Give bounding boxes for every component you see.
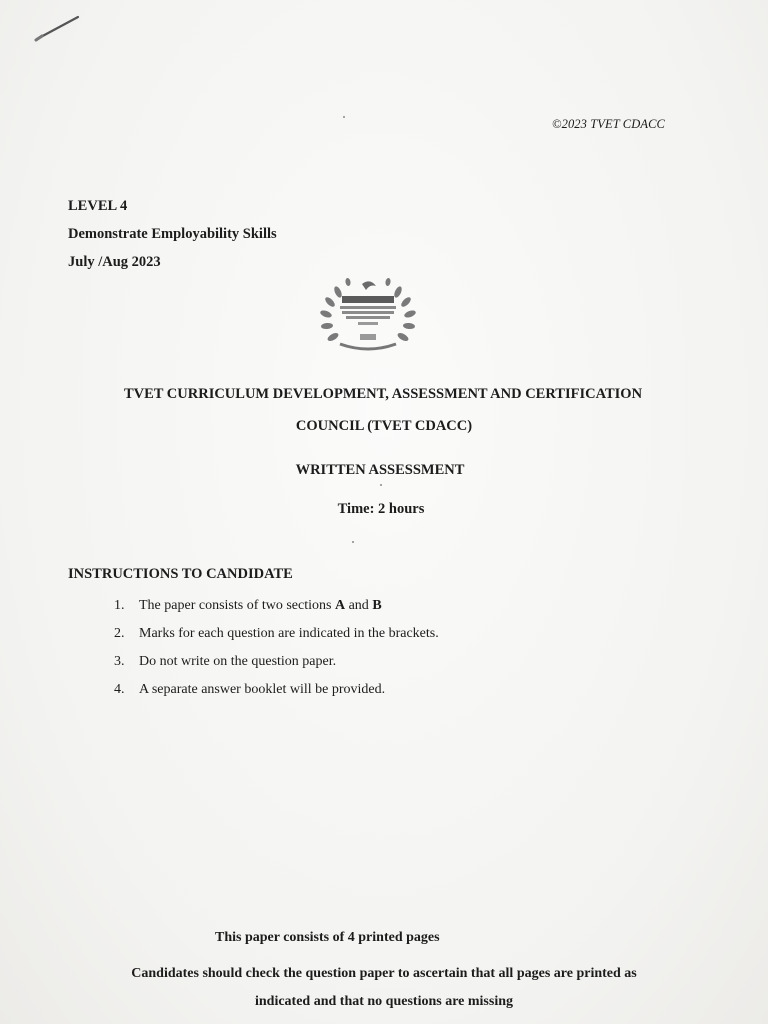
exam-header bbox=[68, 192, 277, 276]
scan-speck bbox=[380, 484, 382, 486]
copyright-notice: ©2023 TVET CDACC bbox=[552, 117, 665, 131]
page-check-line-2: indicated and that no questions are missing bbox=[254, 994, 513, 1009]
instruction-text bbox=[139, 592, 382, 620]
exam-session: July /Aug 2023 bbox=[68, 254, 161, 270]
assessment-title: WRITTEN ASSESSMENT bbox=[295, 462, 465, 478]
instruction-item bbox=[114, 648, 439, 676]
instruction-item bbox=[114, 620, 439, 648]
instruction-text-part: The paper consists of two sections bbox=[139, 598, 335, 613]
instruction-text: A separate answer booklet will be provided. bbox=[139, 682, 386, 697]
council-name-line-1: TVET CURRICULUM DEVELOPMENT, ASSESSMENT AND CERTIFICATION bbox=[123, 386, 643, 402]
instruction-number: 1. bbox=[114, 598, 125, 613]
instruction-number: 3. bbox=[114, 654, 125, 669]
instructions-heading: INSTRUCTIONS TO CANDIDATE bbox=[68, 566, 293, 582]
instruction-number: 4. bbox=[114, 682, 125, 697]
section-a-label: A bbox=[334, 598, 346, 613]
level-label: LEVEL 4 bbox=[68, 198, 128, 214]
scan-speck bbox=[343, 116, 345, 118]
page-count-note: This paper consists of 4 printed pages bbox=[215, 930, 440, 945]
instruction-text-part: and bbox=[345, 598, 373, 613]
instruction-text: Do not write on the question paper. bbox=[139, 654, 337, 669]
page-check-line-1: Candidates should check the question paper to ascertain that all pages are printed as bbox=[131, 966, 637, 981]
time-allowed: Time: 2 hours bbox=[337, 501, 425, 517]
section-b-label: B bbox=[372, 598, 382, 613]
instructions-list bbox=[114, 592, 439, 704]
instruction-item bbox=[114, 592, 439, 620]
instruction-text: Marks for each question are indicated in the brackets. bbox=[139, 626, 439, 641]
instruction-number: 2. bbox=[114, 626, 125, 641]
pencil-stroke-mark bbox=[34, 14, 82, 42]
council-name bbox=[0, 378, 768, 442]
page-check-note bbox=[0, 960, 768, 1016]
council-name-line-2: COUNCIL (TVET CDACC) bbox=[295, 418, 473, 434]
scan-speck bbox=[352, 541, 354, 543]
unit-title: Demonstrate Employability Skills bbox=[68, 226, 277, 242]
instruction-item bbox=[114, 676, 439, 704]
tvet-cdacc-seal-icon bbox=[316, 270, 420, 362]
